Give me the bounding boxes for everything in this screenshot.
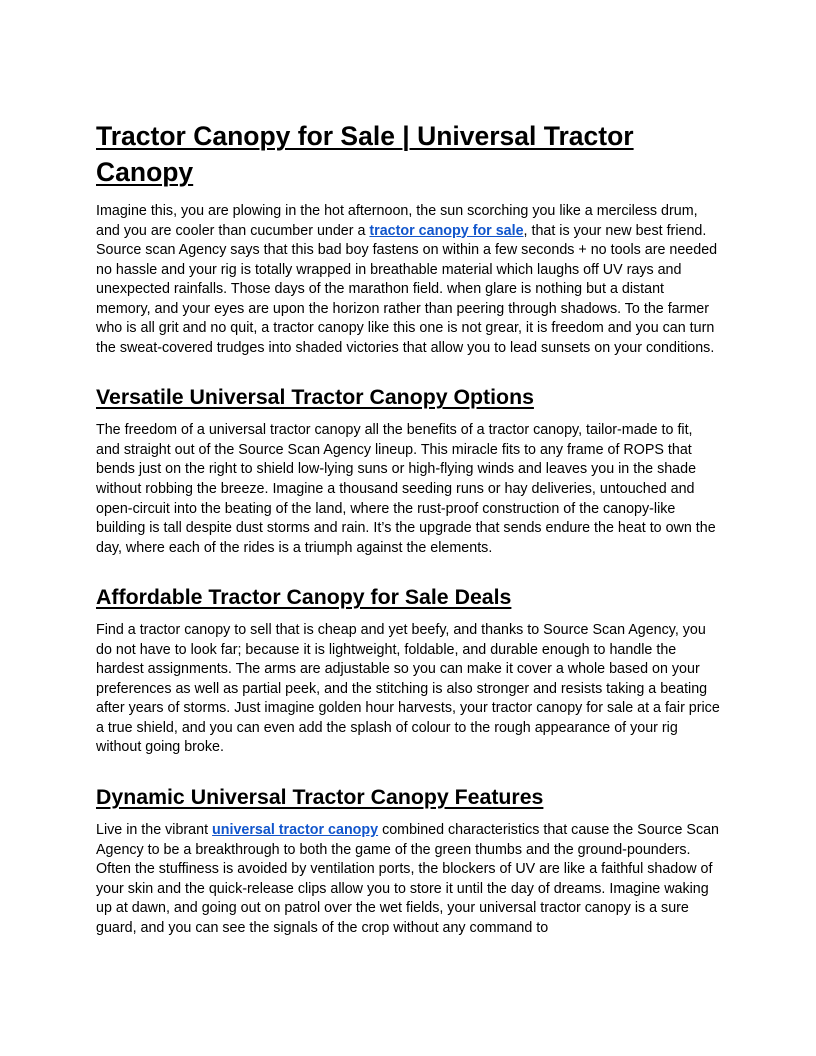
document-page [96, 118, 720, 938]
section-heading-dynamic: Dynamic Universal Tractor Canopy Features [96, 785, 544, 810]
intro-text-after-link: , that is your new best friend. Source scan Agency says that this bad boy fastens on within a few seconds + no tools are needed no hassle and your rig is totally wrapped in breathable material which laughs off UV rays and unexpected rainfalls. Those days of the marathon field. when glare is nothing but a distant memory, and your eyes are upon the horizon rather than peering through shadows. To the farmer who is all grit and no quit, a tractor canopy like this one is not grear, it is freedom and you can turn the sweat-covered trudges into shaded victories that allow you to lead sunsets on your conditions. [96, 222, 718, 356]
universal-tractor-canopy-link[interactable]: universal tractor canopy [212, 822, 379, 839]
dynamic-text-before-link: Live in the vibrant [96, 822, 213, 839]
intro-paragraph [96, 202, 720, 358]
section-body-versatile: The freedom of a universal tractor canopy all the benefits of a tractor canopy, tailor-made to fit, and straight out of the Source Scan Agency lineup. This miracle fits to any frame of ROPS that bends just on the right to shield low-lying suns or high-flying winds and leaves you in the shade without robbing the breeze. Imagine a thousand seeding runs or hay deliveries, untouched and open-circuit into the beating of the land, where the rust-proof construction of the canopy-like building is tall despite dust storms and rain. It’s the upgrade that sends endure the heat to own the day, where each of the rides is a triumph against the elements. [96, 422, 716, 556]
section-heading-versatile: Versatile Universal Tractor Canopy Options [96, 385, 534, 410]
tractor-canopy-for-sale-link[interactable]: tractor canopy for sale [369, 222, 524, 239]
section-heading-affordable: Affordable Tractor Canopy for Sale Deals [96, 585, 512, 610]
page-title: Tractor Canopy for Sale | Universal Tractor Canopy [96, 121, 634, 187]
intro-text-before-link: Imagine this, you are plowing in the hot afternoon, the sun scorching you like a merciless drum, and you are cooler than cucumber under a [96, 203, 698, 239]
section-body-dynamic [96, 821, 720, 938]
dynamic-text-after-link: combined characteristics that cause the Source Scan Agency to be a breakthrough to both the game of the green thumbs and the ground-pounders. Often the stuffiness is avoided by ventilation ports, the blockers of UV are like a faithful shadow of your skin and the quick-release clips allow you to store it until the day of dreams. Imagine waking up at dawn, and going out on patrol over the wet fields, your universal tractor canopy is a sure guard, and you can see the signals of the crop without any command to [96, 822, 720, 936]
section-body-affordable: Find a tractor canopy to sell that is cheap and yet beefy, and thanks to Source Scan Agency, you do not have to look far; because it is lightweight, foldable, and durable enough to handle the hardest assignments. The arms are adjustable so you can make it cover a whole based on your preferences as well as partial peek, and the stitching is also stronger and resists taking a beating after years of storms. Just imagine golden hour harvests, your tractor canopy for sale at a fair price a true shield, and you can even add the splash of colour to the rough appearance of your rig without going broke. [96, 622, 720, 756]
